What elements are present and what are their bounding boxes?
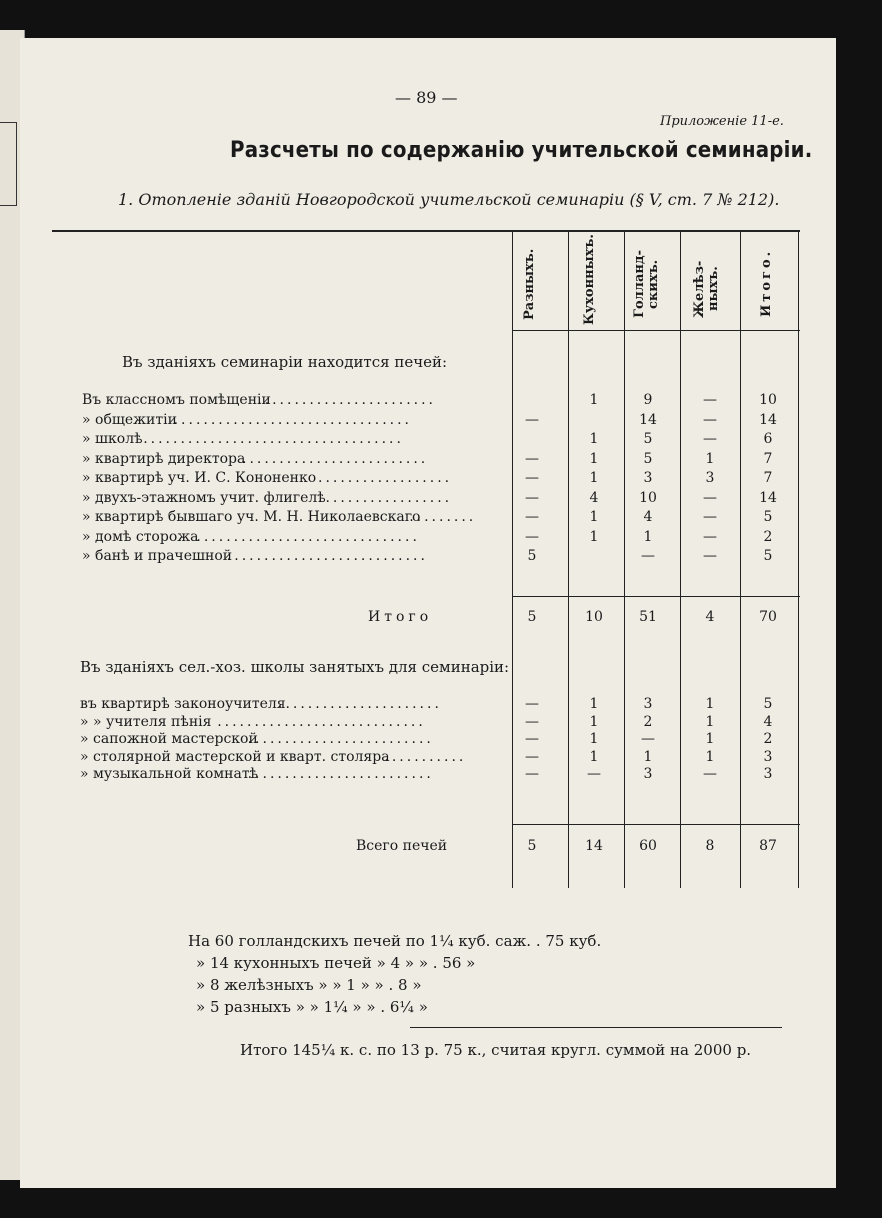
adjacent-page-box — [0, 122, 17, 206]
section1-row-2-cell-1: 1 — [589, 431, 599, 447]
grand-total-cell-2: 60 — [639, 838, 657, 854]
section2-row-3-cell-0: — — [525, 748, 539, 765]
section1-row-6-cell-3: — — [703, 509, 717, 525]
calc-line-2: » 8 желѣзныхъ » » 1 » » . 8 » — [196, 976, 422, 994]
section2-heading: Въ зданіяхъ сел.-хоз. школы занятыхъ для семинаріи: — [80, 658, 510, 676]
section1-row-3-cell-0: — — [525, 450, 539, 467]
section2-row-1-cell-3: 1 — [705, 713, 715, 730]
calc-total: Итого 145¼ к. с. по 13 р. 75 к., считая кругл. суммой на 2000 р. — [240, 1041, 752, 1059]
section1-row-5-cell-0: — — [525, 489, 539, 506]
column-rule-4 — [740, 232, 741, 888]
section1-row-4-cell-4: 7 — [763, 470, 773, 486]
table-top-rule — [52, 230, 800, 232]
column-rule-2 — [624, 232, 625, 888]
section2-row-0-cell-1: 1 — [589, 696, 599, 712]
section1-total-cell-4: 70 — [759, 609, 777, 625]
column-header-kukhonnykh: Кухонныхъ. — [582, 234, 597, 326]
section2-row-2-cell-4: 2 — [763, 731, 773, 747]
section2-row-2-cell-1: 1 — [589, 731, 599, 747]
section2-row-3-leader-dots: ........... — [384, 748, 467, 765]
grand-total-cell-0: 5 — [527, 838, 537, 854]
section2-row-1-label: » » учителя пѣнія — [80, 713, 212, 730]
section1-row-7-cell-3: — — [703, 528, 717, 545]
section1-row-7-cell-1: 1 — [589, 528, 599, 545]
section2-row-1-cell-0: — — [525, 713, 539, 730]
section1-row-6-cell-0: — — [525, 509, 539, 525]
section1-row-2-cell-4: 6 — [763, 431, 773, 447]
section1-row-1-cell-4: 14 — [759, 411, 777, 428]
section1-total-cell-3: 4 — [705, 609, 715, 625]
section2-row-2-cell-3: 1 — [705, 731, 715, 747]
section1-row-0-cell-3: — — [703, 392, 717, 408]
section1-row-4-leader-dots: .................. — [318, 470, 453, 486]
section1-row-7-cell-2: 1 — [643, 528, 653, 545]
section1-row-1-cell-3: — — [703, 411, 717, 428]
column-header-itogo: Итого. — [759, 248, 774, 318]
section1-row-3-leader-dots: ......................... — [242, 450, 429, 467]
section1-row-1-cell-2: 14 — [639, 411, 657, 428]
subtotal-rule — [512, 596, 800, 597]
column-header-raznykh: Разныхъ. — [522, 248, 537, 320]
section1-row-7-label: » домѣ сторожа — [82, 528, 199, 545]
section1-row-6-cell-4: 5 — [763, 509, 773, 525]
section2-row-4-cell-1: — — [587, 766, 601, 782]
calc-rule — [410, 1027, 782, 1028]
section1-row-0-leader-dots: ........................ — [257, 392, 436, 408]
section1-row-7-leader-dots: .............................. — [196, 528, 420, 545]
section2-row-1-cell-2: 2 — [643, 713, 653, 730]
section1-row-0-cell-1: 1 — [589, 392, 599, 408]
section2-row-2-label: » сапожной мастерской — [80, 731, 258, 747]
appendix-label: Приложеніе 11-е. — [660, 114, 784, 129]
calc-line-0: На 60 голландскихъ печей по 1¼ куб. саж. . 75 куб. — [188, 932, 602, 950]
section2-row-3-cell-2: 1 — [643, 748, 653, 765]
section1-row-5-cell-1: 4 — [589, 489, 599, 506]
section1-total-cell-1: 10 — [585, 609, 603, 625]
section2-row-3-cell-3: 1 — [705, 748, 715, 765]
section1-row-3-cell-2: 5 — [643, 450, 653, 467]
section1-row-5-cell-3: — — [703, 489, 717, 506]
section1-row-3-cell-4: 7 — [763, 450, 773, 467]
section1-total-label: Итого — [368, 609, 433, 625]
section2-row-0-cell-0: — — [525, 696, 539, 712]
section1-row-6-leader-dots: ......... — [409, 509, 477, 525]
section1-row-8-label: » банѣ и прачешной — [82, 548, 233, 564]
section1-row-7-cell-0: — — [525, 528, 539, 545]
grand-total-cell-4: 87 — [759, 838, 777, 854]
section1-row-4-cell-3: 3 — [705, 470, 715, 486]
table-header-rule — [512, 330, 800, 331]
section2-row-3-cell-1: 1 — [589, 748, 599, 765]
grand-total-cell-3: 8 — [705, 838, 715, 854]
table-right-rule — [798, 232, 799, 888]
section2-row-1-leader-dots: ............................ — [217, 713, 426, 730]
section1-row-4-cell-0: — — [525, 470, 539, 486]
section1-row-2-label: » школѣ — [82, 431, 143, 447]
column-rule-3 — [680, 232, 681, 888]
section1-row-2-cell-2: 5 — [643, 431, 653, 447]
section1-row-1-leader-dots: ................................ — [173, 411, 412, 428]
calc-line-1: » 14 кухонныхъ печей » 4 » » . 56 » — [196, 954, 476, 972]
calc-line-3: » 5 разныхъ » » 1¼ » » . 6¼ » — [196, 998, 428, 1016]
section1-row-8-cell-4: 5 — [763, 548, 773, 564]
section2-row-0-cell-2: 3 — [643, 696, 653, 712]
section1-row-8-cell-2: — — [641, 548, 655, 564]
section1-row-1-label: » общежитіи — [82, 411, 177, 428]
section2-row-4-leader-dots: ......................... — [247, 766, 434, 782]
section2-row-0-label: въ квартирѣ законоучителя — [80, 696, 286, 712]
section1-heading: Въ зданіяхъ семинаріи находится печей: — [122, 353, 448, 371]
section1-row-5-cell-4: 14 — [759, 489, 777, 506]
section2-row-2-cell-0: — — [525, 731, 539, 747]
section2-row-4-cell-2: 3 — [643, 766, 653, 782]
section1-row-0-cell-4: 10 — [759, 392, 777, 408]
section1-row-3-cell-1: 1 — [589, 450, 599, 467]
column-rule-1 — [568, 232, 569, 888]
section1-row-1-cell-0: — — [525, 411, 539, 428]
section1-row-3-label: » квартирѣ директора — [82, 450, 246, 467]
column-header-zheleznykh: Желѣз- ныхъ. — [692, 260, 721, 318]
page-title: Разсчеты по содержанію учительской семинаріи. — [230, 138, 813, 163]
section1-row-4-label: » квартирѣ уч. И. С. Кононенко — [82, 470, 317, 486]
section1-row-5-label: » двухъ-этажномъ учит. флигелѣ — [82, 489, 326, 506]
column-header-gollandskikh: Голланд- скихъ. — [632, 250, 661, 318]
section2-row-1-cell-1: 1 — [589, 713, 599, 730]
page-number: — 89 — — [395, 88, 458, 107]
section2-row-2-leader-dots: ......................... — [247, 731, 434, 747]
section2-row-0-cell-4: 5 — [763, 696, 773, 712]
section1-total-cell-2: 51 — [639, 609, 657, 625]
section2-row-0-cell-3: 1 — [705, 696, 715, 712]
section1-row-5-cell-2: 10 — [639, 489, 657, 506]
section1-row-4-cell-2: 3 — [643, 470, 653, 486]
section2-row-2-cell-2: — — [641, 731, 655, 747]
grand-total-cell-1: 14 — [585, 838, 603, 854]
section1-row-6-cell-2: 4 — [643, 509, 653, 525]
section2-row-4-cell-3: — — [703, 766, 717, 782]
section1-row-2-cell-3: — — [703, 431, 717, 447]
section1-row-0-label: Въ классномъ помѣщеніи — [82, 392, 271, 408]
section1-row-4-cell-1: 1 — [589, 470, 599, 486]
section1-row-8-leader-dots: ........................... — [226, 548, 428, 564]
section2-row-0-leader-dots: ...................... — [278, 696, 442, 712]
section-subtitle: 1. Отопленіе зданій Новгородской учительской семинаріи (§ V, ст. 7 № 212). — [118, 190, 780, 209]
section1-row-3-cell-3: 1 — [705, 450, 715, 467]
section1-row-5-leader-dots: .................. — [318, 489, 453, 506]
section1-row-2-leader-dots: ................................... — [143, 431, 404, 447]
grand-total-label: Всего печей — [356, 838, 448, 854]
section1-row-0-cell-2: 9 — [643, 392, 653, 408]
section2-row-3-cell-4: 3 — [763, 748, 773, 765]
section2-row-3-label: » столярной мастерской и кварт. столяра — [80, 748, 390, 765]
section2-row-4-cell-0: — — [525, 766, 539, 782]
section2-row-1-cell-4: 4 — [763, 713, 773, 730]
section1-row-8-cell-0: 5 — [527, 548, 537, 564]
section1-total-cell-0: 5 — [527, 609, 537, 625]
section1-row-8-cell-3: — — [703, 548, 717, 564]
section1-row-6-cell-1: 1 — [589, 509, 599, 525]
section2-row-4-label: » музыкальной комнатѣ — [80, 766, 259, 782]
section2-row-4-cell-4: 3 — [763, 766, 773, 782]
section1-row-7-cell-4: 2 — [763, 528, 773, 545]
section1-row-6-label: » квартирѣ бывшаго уч. М. Н. Николаевскаго — [82, 509, 421, 525]
grand-total-rule — [512, 824, 800, 825]
